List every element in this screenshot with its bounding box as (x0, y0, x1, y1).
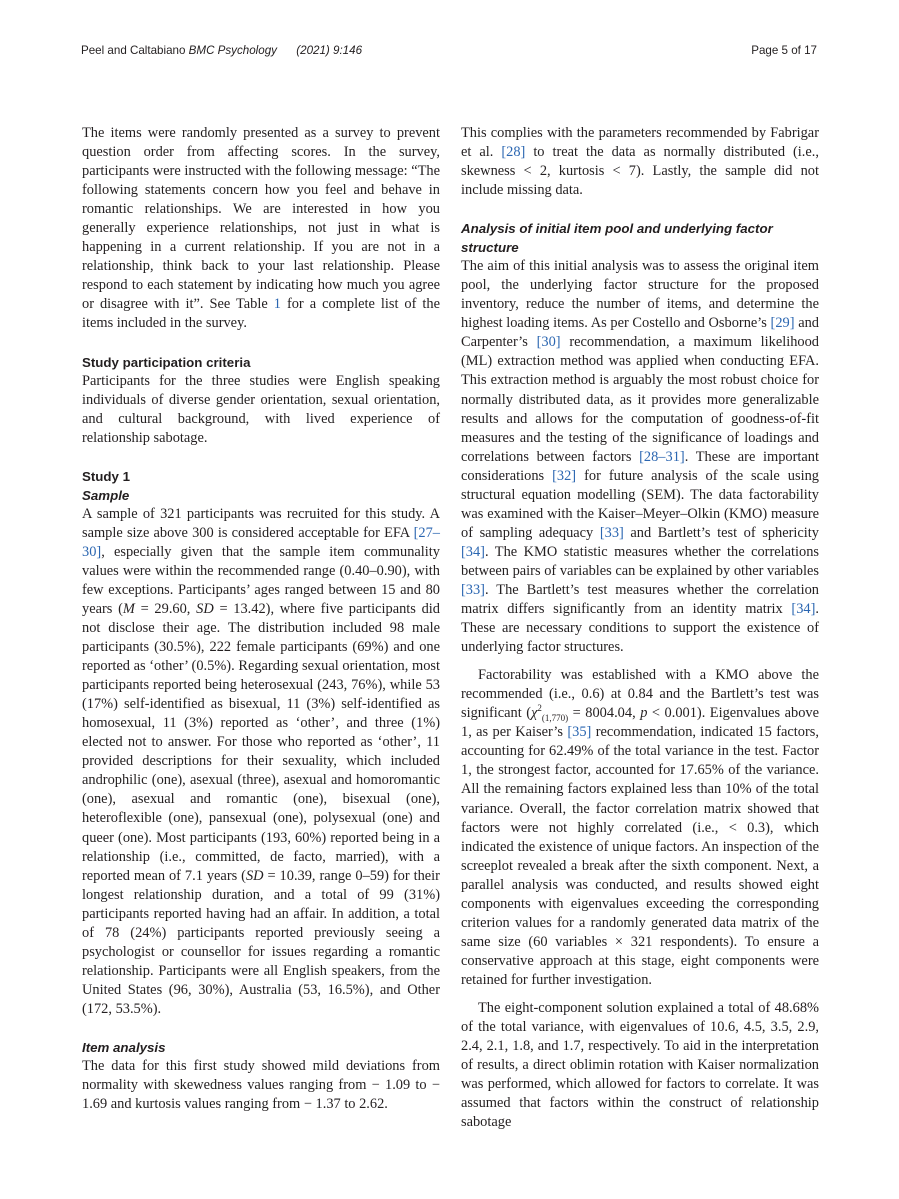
citation-link[interactable]: [33] (599, 524, 624, 541)
citation-link[interactable]: [32] (552, 467, 577, 484)
symbol: SD (245, 867, 264, 884)
text: . The Bartlett’s test measures whether the correlation matrix differs significantly from an identity matrix (461, 581, 819, 618)
heading-analysis: Analysis of initial item pool and underlying factor structure (461, 221, 773, 256)
page-number: Page 5 of 17 (751, 44, 817, 57)
table-link[interactable]: 1 (273, 296, 281, 313)
text: Factorability was established with a KMO above the recommended (i.e., 0.6) at 0.84 and the Bartlett’s test was significant ( (461, 667, 819, 722)
text: = 13.42), where five participants did not disclose their age. The distribution included 98 male participants (30.5%), 222 female participants (69%) and one reported as ‘other’ (0.5%). Regarding sexual orientation, most participants reported being heterosexual (243, 76%), while 53 (17%) self-identified as bisexual, 11 (3%) self-identified as homosexual, 11 (3%) reported as ‘other’, and three (1%) elected not to answer. For those who reported as ‘other’, 11 provided descriptions for their sexuality, which included androphilic (one), asexual (three), asexual and homoromantic (one), asexual and romantic (one), bisexual (one), heteroflexible (one), pansexual (one), polysexual (one) and queer (one). Most participants (193, 60%) reported being in a relationship (i.e., committed, de facto, married), with a reported mean of 7.1 years ( (82, 600, 440, 884)
chi-symbol: χ (531, 705, 538, 722)
citation-link[interactable]: [34] (461, 543, 485, 560)
header-citation: (2021) 9:146 (296, 44, 363, 57)
symbol: SD (196, 600, 214, 617)
header-authors: Peel and Caltabiano (81, 44, 186, 57)
text: and Carpenter’s (461, 315, 819, 351)
text: This complies with the parameters recommended by Fabrigar et al. (461, 125, 819, 161)
text: and Bartlett’s test of sphericity (623, 524, 820, 541)
text: A sample of 321 participants was recruited for this study. A sample size above 300 is considered acceptable for EFA (82, 505, 440, 541)
text: < 0.001). Eigenvalues above 1, as per Kaiser’s (461, 705, 820, 741)
text: for a complete list of the items included in the survey. (82, 296, 440, 332)
superscript: 2 (537, 703, 542, 714)
citation-link[interactable]: [33] (461, 581, 485, 598)
heading-participation: Study participation criteria (82, 354, 251, 370)
text: . The KMO statistic measures whether the correlations between pairs of variables can be explained by other variables (461, 543, 819, 579)
text: The aim of this initial analysis was to assess the original item pool, the underlying factor structure for the proposed inventory, reduce the number of items, and determine the highest loading items. As per Costello and Osborne’s (461, 258, 819, 332)
citation-link[interactable]: [35] (567, 724, 592, 741)
paragraph-analysis (461, 257, 819, 657)
heading-item-analysis: Item analysis (82, 1039, 166, 1055)
text: for future analysis of the scale using structural equation modelling (SEM). The data factorability was examined with the Kaiser–Meyer–Olkin (KMO) measure of sampling adequacy (461, 467, 819, 541)
left-column (82, 124, 440, 1114)
text: = 10.39, range 0–59) for their longest relationship duration, and a total of 99 (31%) participants reported having had an affair. In addition, a total of 78 (24%) participants reported previously seeing a psychologist or counsellor for issues regarding a romantic relationship. Participants were all English speakers, from the United States (96, 30%), Australia (53, 16.5%), and Other (172, 53.5%). (82, 867, 440, 1017)
paragraph-survey (82, 124, 440, 334)
symbol: M (122, 600, 135, 617)
text: recommendation, a maximum likelihood (ML) extraction method was applied when conducting EFA. This extraction method is arguably the most robust choice for normally distributed data, as it provides more generalizable results and allows for the computation of goodness-of-fit measures and the testing of the significance of loadings and correlations between factors (461, 334, 819, 465)
citation-link[interactable]: [34] (791, 601, 816, 618)
paragraph-normality (461, 124, 819, 200)
citation-link[interactable]: [30] (536, 334, 561, 351)
symbol: p (640, 705, 648, 722)
text: recommendation, indicated 15 factors, accounting for 62.49% of the total variance in the test. Factor 1, the strongest factor, accounted for 17.65% of the variance. All the remaining factors explained less than 10% of the total variance. Overall, the factor correlation matrix showed that factors were not highly correlated (i.e., < 0.3), which indicated the existence of unique factors. An inspection of the screeplot revealed a break after the sixth component. Next, a parallel analysis was conducted, and results showed eight components with eigenvalues exceeding the corresponding criterion values for a randomly generated data matrix of the same size (60 variables × 321 respondents). To ensure a conservative approach at this stage, eight components were retained for further investigation. (461, 724, 819, 988)
heading-sample: Sample (82, 487, 130, 503)
paragraph-sample (82, 505, 440, 1019)
text: . These are necessary conditions to support the existence of underlying factor structures. (461, 601, 819, 656)
subscript: (1,770) (541, 713, 569, 724)
text: The items were randomly presented as a survey to prevent question order from affecting scores. In the survey, participants were instructed with the following message: “The following statements concern how you feel and behave in romantic relationships. We are interested in how you generally experience relationships, not just in what is happening in a current relationship. If you are not in a relationship, think back to your last relationship. Please respond to each statement by indicating how much you agree or disagree with it”. See Table (82, 125, 440, 313)
paragraph-factorability (461, 666, 819, 990)
header-journal: BMC Psychology (188, 44, 277, 57)
citation-link[interactable]: [28–31] (639, 448, 685, 465)
heading-study1: Study 1 (82, 468, 131, 484)
citation-link[interactable]: [28] (501, 144, 526, 161)
paragraph-eight-component: The eight-component solution explained a total of 48.68% of the total variance, with eigenvalues of 10.6, 4.5, 3.5, 2.9, 2.4, 2.1, 1.8, and 1.7, respectively. To aid in the interpretation of results, a direct oblimin rotation with Kaiser normalization was performed, which allowed for factors to correlate. It was assumed that factors within the construct of relationship sabotage (461, 999, 819, 1131)
citation-link[interactable]: [27–30] (82, 524, 440, 560)
citation-link[interactable]: [29] (770, 315, 795, 332)
text: to treat the data as normally distributed (i.e., skewness < 2, kurtosis < 7). Lastly, the sample did not include missing data. (461, 144, 819, 199)
text: , especially given that the sample item communality values were within the recommended range (0.40–0.90), with few exceptions. Participants’ ages ranged between 15 and 80 years ( (82, 543, 440, 617)
paragraph-item-analysis: The data for this first study showed mild deviations from normality with skewedness values ranging from − 1.09 to − 1.69 and kurtosis values ranging from − 1.37 to 2.62. (82, 1057, 440, 1113)
paragraph-participation: Participants for the three studies were English speaking individuals of diverse gender orientation, sexual orientation, and cultural background, with lived experience of relationship sabotage. (82, 372, 440, 446)
text: = 8004.04, (568, 705, 641, 722)
right-column (461, 124, 819, 1132)
text: = 29.60, (134, 600, 197, 617)
running-header (81, 44, 362, 57)
text: . These are important considerations (461, 448, 819, 484)
